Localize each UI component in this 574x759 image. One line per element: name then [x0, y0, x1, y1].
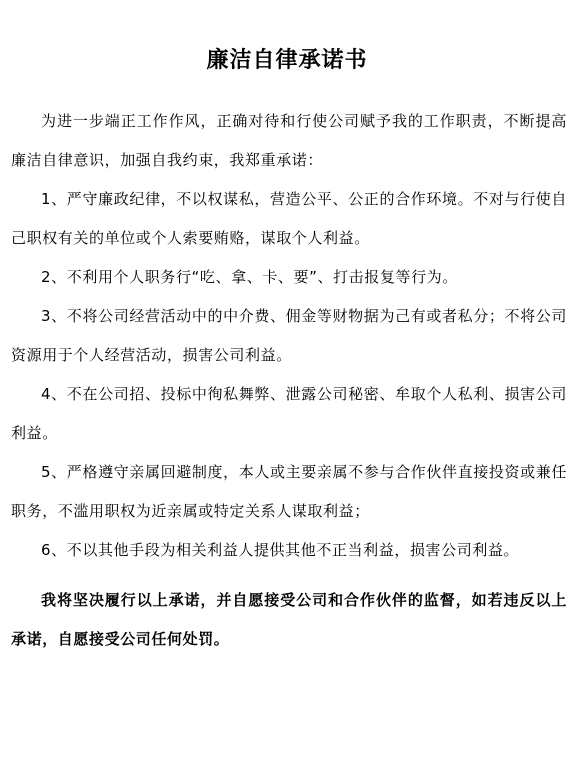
- commitment-item-1: 1、严守廉政纪律，不以权谋私，营造公平、公正的合作环境。不对与行使自己职权有关的单位或个人索要贿赂，谋取个人利益。: [11, 190, 567, 247]
- commitment-item-2: 2、不利用个人职务行“吃、拿、卡、要”、打击报复等行为。: [41, 268, 458, 286]
- commitment-item-4: 4、不在公司招、投标中徇私舞弊、泄露公司秘密、牟取个人私利、损害公司利益。: [11, 385, 567, 442]
- commitment-item-6: 6、不以其他手段为相关利益人提供其他不正当利益，损害公司利益。: [41, 541, 520, 559]
- document-body: [11, 102, 567, 659]
- closing-statement: 我将坚决履行以上承诺，并自愿接受公司和合作伙伴的监督，如若违反以上承诺，自愿接受公司任何处罚。: [11, 591, 567, 648]
- intro-paragraph: 为进一步端正工作作风，正确对待和行使公司赋予我的工作职责，不断提高廉洁自律意识，加强自我约束，我郑重承诺：: [11, 112, 567, 169]
- document-title: 廉洁自律承诺书: [206, 47, 368, 73]
- commitment-item-5: 5、严格遵守亲属回避制度，本人或主要亲属不参与合作伙伴直接投资或兼任职务，不滥用职权为近亲属或特定关系人谋取利益；: [11, 463, 567, 520]
- commitment-item-3: 3、不将公司经营活动中的中介费、佣金等财物据为己有或者私分；不将公司资源用于个人经营活动，损害公司利益。: [11, 307, 567, 364]
